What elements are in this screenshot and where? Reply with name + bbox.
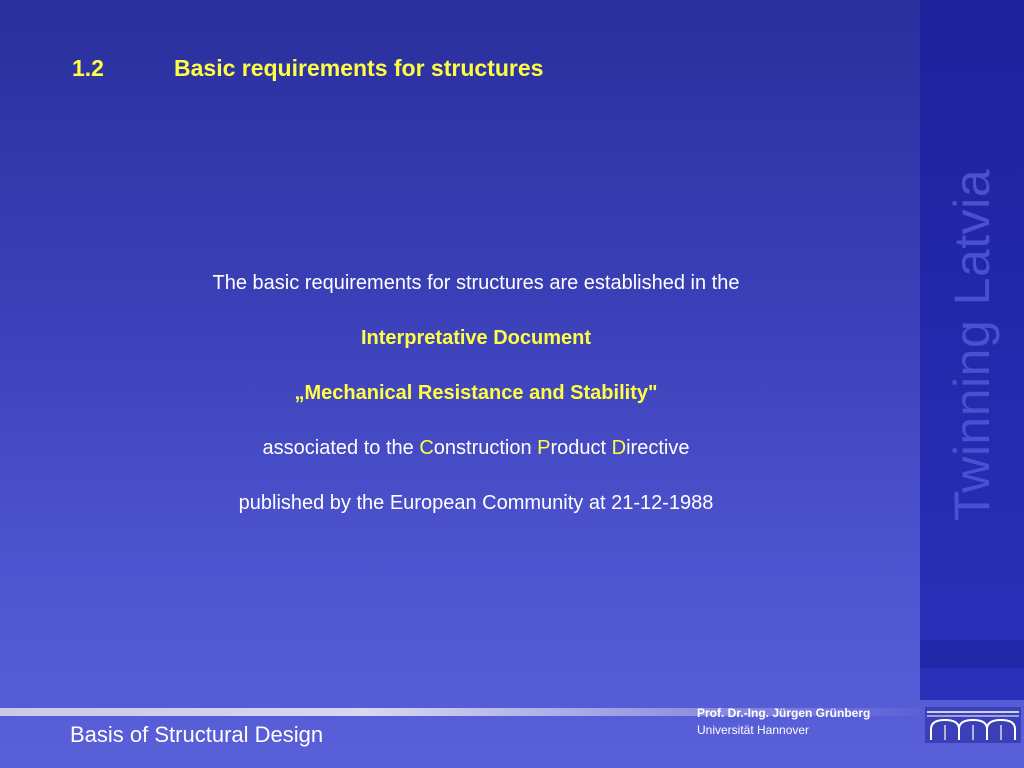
word-construction: onstruction [433, 437, 538, 459]
initial-c: C [419, 437, 434, 459]
word-product: roduct [550, 437, 612, 459]
initial-p: P [537, 437, 551, 459]
body-line-2: Interpretative Document [360, 327, 592, 349]
initial-d: D [611, 437, 627, 459]
institution-name: Universität Hannover [697, 723, 810, 737]
section-number: 1.2 [72, 55, 104, 81]
side-watermark-text: Twinning Latvia [944, 168, 1000, 522]
body-line-4-prefix: associated to the [262, 437, 420, 459]
body-text [40, 266, 912, 541]
body-line-3: „Mechanical Resistance and Stability" [294, 382, 658, 404]
body-line-1: The basic requirements for structures are established in the [212, 272, 740, 294]
body-line-5: published by the European Community at 21-12-1988 [238, 492, 714, 514]
course-name: Basis of Structural Design [70, 722, 324, 747]
arches-logo-icon [925, 707, 1021, 743]
side-band-bottom [920, 640, 1024, 668]
author-block [697, 705, 870, 739]
word-directive: irective [626, 437, 690, 459]
body-line-4 [40, 431, 912, 486]
title-text: Basic requirements for structures [174, 55, 544, 81]
author-name: Prof. Dr.-Ing. Jürgen Grünberg [697, 706, 871, 720]
slide-title [72, 55, 543, 82]
